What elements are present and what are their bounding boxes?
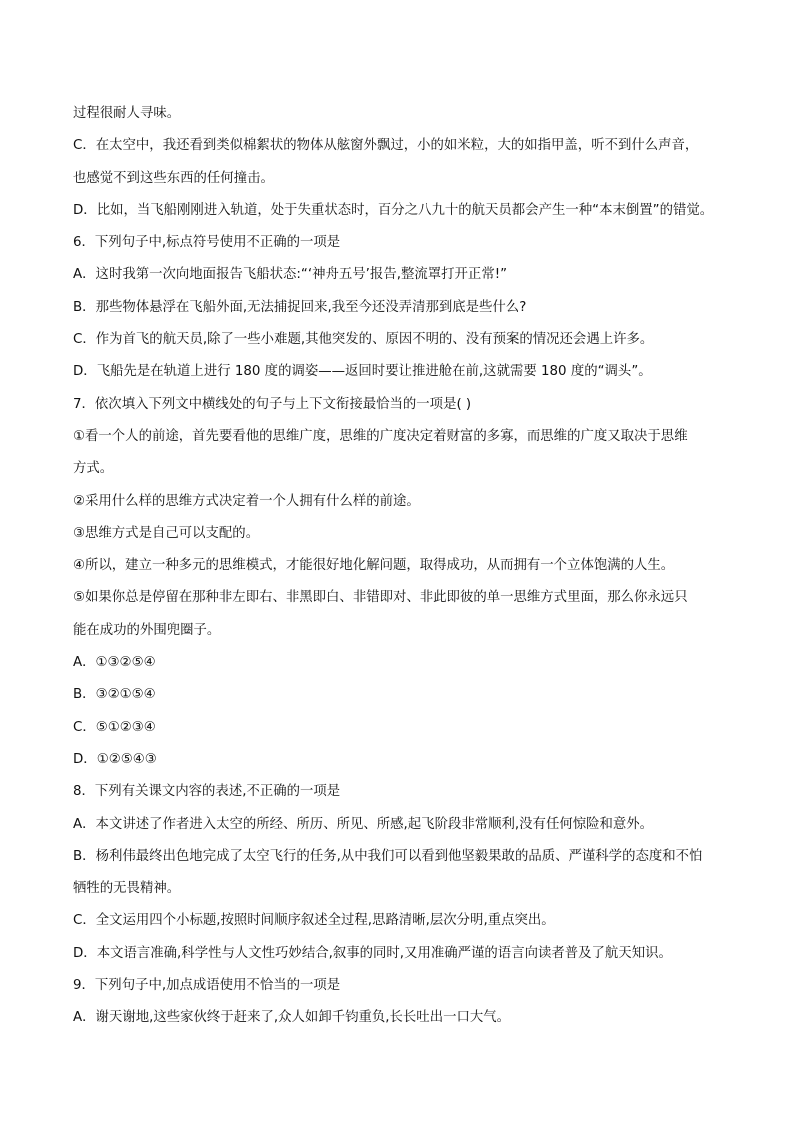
question-8-option-d: D．本文语言准确,科学性与人文性巧妙结合,叙事的同时,又用准确严谨的语言向读者普及了航天知识。 [73, 945, 672, 961]
question-8-option-b: B．杨利伟最终出色地完成了太空飞行的任务,从中我们可以看到他坚毅果敢的品质、严谨科学的态度和不怕 [73, 848, 703, 864]
document-body [73, 98, 723, 1035]
question-7-option-c: C．⑤①②③④ [73, 719, 156, 735]
question-7-option-b: B．③②①⑤④ [73, 687, 156, 703]
sentence-2: ②采用什么样的思维方式决定着一个人拥有什么样的前途。 [73, 493, 420, 509]
sentence-5-cont: 能在成功的外围兜圈子。 [73, 622, 221, 638]
question-6-option-b: B．那些物体悬浮在飞船外面,无法捕捉回来,我至今还没弄清那到底是些什么? [73, 299, 527, 315]
text-line: 过程很耐人寻味。 [73, 106, 181, 121]
question-8-option-b-cont: 牺牲的无畏精神。 [73, 881, 181, 897]
question-7-option-d: D．①②⑤④③ [73, 751, 157, 767]
sentence-3: ③思维方式是自己可以支配的。 [73, 525, 260, 541]
question-6-option-c: C．作为首飞的航天员,除了一些小难题,其他突发的、原因不明的、没有预案的情况还会遇上许多。 [73, 332, 654, 348]
sentence-1-cont: 方式。 [73, 461, 114, 477]
question-8-option-c: C．全文运用四个小标题,按照时间顺序叙述全过程,思路清晰,层次分明,重点突出。 [73, 913, 555, 929]
question-6: 6．下列句子中,标点符号使用不正确的一项是 [73, 235, 341, 251]
sentence-5: ⑤如果你总是停留在那种非左即右、非黑即白、非错即对、非此即彼的单一思维方式里面，那么你永远只 [73, 590, 688, 606]
question-9: 9．下列句子中,加点成语使用不恰当的一项是 [73, 978, 341, 994]
question-7: 7．依次填入下列文中横线处的句子与上下文衔接最恰当的一项是( ) [73, 396, 472, 412]
question-6-option-d: D．飞船先是在轨道上进行 180 度的调姿——返回时要让推进舱在前,这就需要 180 度的“调头”。 [73, 364, 652, 380]
question-7-option-a: A．①③②⑤④ [73, 655, 156, 671]
question-8: 8．下列有关课文内容的表述,不正确的一项是 [73, 784, 341, 800]
question-8-option-a: A．本文讲述了作者进入太空的所经、所历、所见、所感,起飞阶段非常顺利,没有任何惊险和意外。 [73, 816, 654, 832]
sentence-4: ④所以，建立一种多元的思维模式，才能很好地化解问题，取得成功，从而拥有一个立体饱满的人生。 [73, 558, 675, 574]
sentence-1: ①看一个人的前途，首先要看他的思维广度，思维的广度决定着财富的多寡，而思维的广度又取决于思维 [73, 428, 688, 444]
question-6-option-a: A．这时我第一次向地面报告飞船状态:“‘神舟五号’报告,整流罩打开正常!” [73, 267, 508, 283]
text-line: 也感觉不到这些东西的任何撞击。 [73, 170, 274, 186]
question-9-option-a: A．谢天谢地,这些家伙终于赶来了,众人如卸千钧重负,长长吐出一口大气。 [73, 1010, 511, 1026]
option-c-line: C．在太空中，我还看到类似棉絮状的物体从舷窗外飘过，小的如米粒，大的如指甲盖，听不到什么声音， [73, 138, 699, 154]
option-d-line: D．比如，当飞船刚刚进入轨道，处于失重状态时，百分之八九十的航天员都会产生一种“本末倒置”的错觉。 [73, 202, 714, 218]
